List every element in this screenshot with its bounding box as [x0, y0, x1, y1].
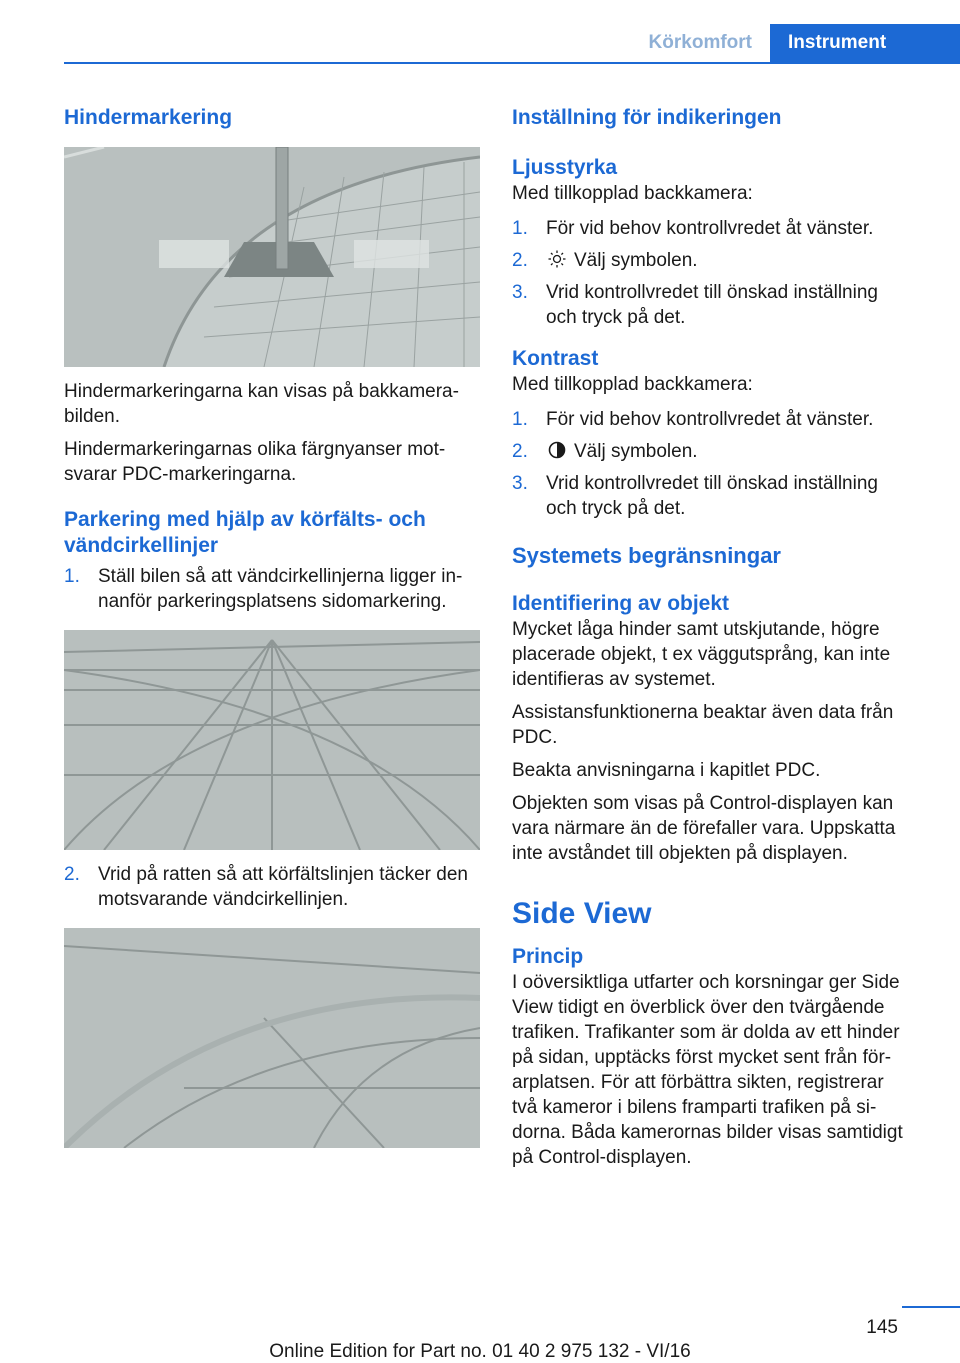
parking-steps-2 [64, 862, 480, 912]
brightness-heading: Ljusstyrka [512, 156, 618, 179]
step-text: Välj symbolen. [574, 250, 698, 271]
step-number: 3. [512, 473, 528, 494]
list-item [64, 862, 480, 912]
contrast-icon [546, 439, 568, 464]
tab-instrument[interactable]: Instrument [770, 24, 960, 62]
hinder-heading: Hindermarkering [64, 106, 233, 129]
step-text: Ställ bilen så att vändcirkellinjerna ligger innanför parkeringsplatsens sidomarkering. [98, 566, 463, 612]
list-item [512, 407, 912, 432]
brightness-icon [546, 248, 568, 273]
principle-heading: Princip [512, 945, 584, 968]
identify-paragraph-3: Beakta anvisningarna i kapitlet PDC. [512, 760, 821, 781]
list-item [512, 471, 912, 521]
side-view-heading: Side View [512, 897, 652, 930]
step-text: För vid behov kontrollvredet åt vänster. [546, 218, 874, 239]
list-item [512, 280, 912, 330]
step-number: 1. [64, 566, 80, 587]
step-number: 1. [512, 409, 528, 430]
brightness-intro: Med tillkopplad backkamera: [512, 183, 753, 204]
lane-line-image [64, 928, 480, 1148]
chapter-tabs [631, 24, 960, 62]
list-item [512, 216, 912, 241]
page-number: 145 [866, 1317, 898, 1338]
edition-footer: Online Edition for Part no. 01 40 2 975 132 - VI/16 [269, 1341, 691, 1362]
footer-rule [902, 1306, 960, 1308]
step-text: Välj symbolen. [574, 441, 698, 462]
principle-paragraph: I oöversiktliga utfarter och korsningar ger Side View tidigt en överblick över den tvärgående trafiken. Trafikanter som är dolda av ett hinder på sidan, upptäcks först mycket sent från förarplatsen. För att förbättra sikten, registrerar två kameror i bilens framparti trafiken på sidorna. Båda kamerornas bilder visas samtidigt på Control-displayen. [512, 972, 903, 1168]
list-item [64, 564, 480, 614]
contrast-intro: Med tillkopplad backkamera: [512, 374, 753, 395]
step-text: Vrid kontrollvredet till önskad inställning och tryck på det. [546, 282, 878, 328]
brightness-steps [512, 216, 912, 330]
parking-steps-1 [64, 564, 480, 614]
list-item [512, 248, 912, 273]
hinder-paragraph-1: Hindermarkeringarna kan visas på bakkamerabilden. [64, 381, 459, 427]
list-item [512, 439, 912, 464]
hinder-paragraph-2: Hindermarkeringarnas olika färgnyanser motsvarar PDC-markeringarna. [64, 439, 446, 485]
step-number: 3. [512, 282, 528, 303]
left-column [64, 100, 480, 1148]
settings-heading: Inställning för indikeringen [512, 106, 782, 129]
step-number: 2. [512, 441, 528, 462]
step-number: 2. [512, 250, 528, 271]
step-number: 1. [512, 218, 528, 239]
limits-heading: Systemets begränsningar [512, 543, 781, 568]
tab-korkomfort[interactable]: Körkomfort [631, 24, 770, 62]
header-rule [64, 62, 960, 64]
identify-paragraph-4: Objekten som visas på Control-displayen kan vara närmare än de förefaller vara. Uppskatta inte avståndet till objekten på displayen. [512, 793, 896, 864]
contrast-heading: Kontrast [512, 347, 599, 370]
parking-heading: Parkering med hjälp av körfälts- och vändcirkellinjer [64, 508, 426, 557]
identify-heading: Identifiering av objekt [512, 592, 730, 615]
turning-circle-lines-image [64, 630, 480, 850]
right-column [512, 100, 912, 1170]
step-text: Vrid kontrollvredet till önskad inställning och tryck på det. [546, 473, 878, 519]
contrast-steps [512, 407, 912, 521]
step-text: För vid behov kontrollvredet åt vänster. [546, 409, 874, 430]
step-text: Vrid på ratten så att körfältslinjen täcker den motsvarande vändcirkellinjen. [98, 864, 468, 910]
identify-paragraph-1: Mycket låga hinder samt utskjutande, högre placerade objekt, t ex väggutsprång, kan inte identifieras av systemet. [512, 619, 891, 690]
identify-paragraph-2: Assistansfunktionerna beaktar även data från PDC. [512, 702, 894, 748]
step-number: 2. [64, 864, 80, 885]
obstacle-marking-image [64, 147, 480, 367]
